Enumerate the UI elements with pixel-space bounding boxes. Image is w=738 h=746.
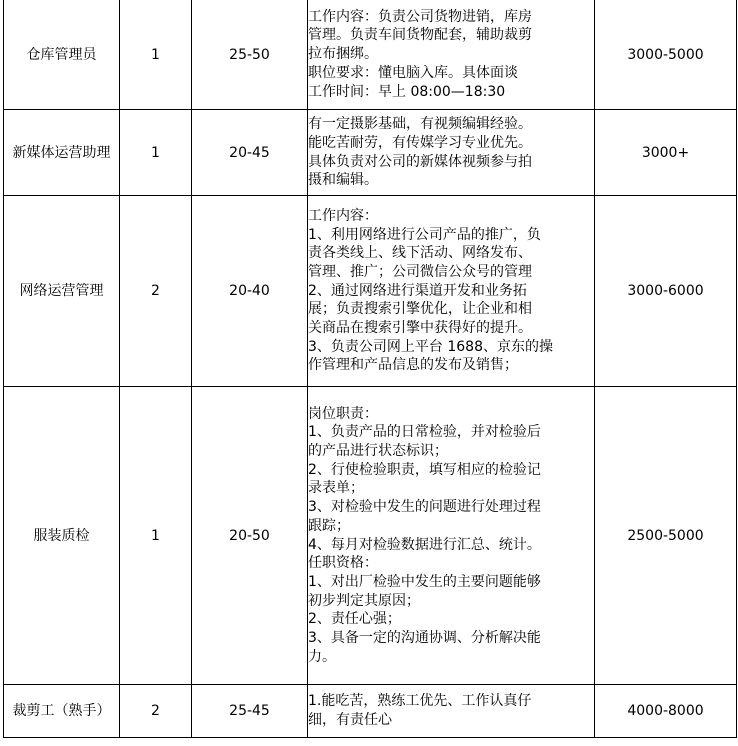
job-table <box>3 0 737 738</box>
description-line: 跟踪； <box>308 517 350 534</box>
description-line: 管理。负责车间货物配套，辅助裁剪 <box>308 27 532 44</box>
job-title: 服装质检 <box>4 387 120 685</box>
description-line: 管理、推广；公司微信公众号的管理 <box>308 263 532 280</box>
description-line: 录表单； <box>308 480 364 497</box>
table-row <box>4 110 737 196</box>
description-line: 具体负责对公司的新媒体视频参与拍 <box>308 153 532 170</box>
job-title: 新媒体运营助理 <box>4 110 120 196</box>
headcount: 1 <box>120 0 192 110</box>
description-line: 细，有责任心 <box>308 712 392 728</box>
age-range: 25-50 <box>192 0 308 110</box>
job-title: 仓库管理员 <box>4 0 120 110</box>
description-line: 1、对出厂检验中发生的主要问题能够 <box>308 573 541 590</box>
salary: 3000+ <box>595 110 737 196</box>
headcount: 1 <box>120 110 192 196</box>
table-row <box>4 685 737 738</box>
headcount: 2 <box>120 196 192 387</box>
description-line: 3、具备一定的沟通协调、分析解决能 <box>308 630 541 647</box>
description-line: 拉布捆绑。 <box>308 46 378 63</box>
job-title: 网络运营管理 <box>4 196 120 387</box>
age-range: 20-50 <box>192 387 308 685</box>
description-line: 初步判定其原因； <box>308 592 420 609</box>
description-line: 责各类线上、线下活动、网络发布、 <box>308 245 532 262</box>
description-line: 3、对检验中发生的问题进行处理过程 <box>308 499 541 516</box>
age-range: 25-45 <box>192 685 308 738</box>
description-line: 工作时间：早上 08:00—18:30 <box>308 83 506 100</box>
description-line: 的产品进行状态标识； <box>308 442 448 459</box>
description-line: 工作内容：负责公司货物进销，库房 <box>308 8 532 25</box>
job-description <box>308 387 595 685</box>
description-line: 1、负责产品的日常检验，并对检验后 <box>308 424 541 441</box>
description-line: 能吃苦耐劳，有传媒学习专业优先。 <box>308 134 532 151</box>
description-line: 力。 <box>308 648 336 665</box>
job-description <box>308 196 595 387</box>
description-line: 任职资格： <box>308 555 378 572</box>
description-line: 1.能吃苦，熟练工优先、工作认真仔 <box>308 693 532 710</box>
table-row <box>4 0 737 110</box>
job-description <box>308 110 595 196</box>
job-description <box>308 685 595 738</box>
description-line: 2、行使检验职责，填写相应的检验记 <box>308 461 541 478</box>
age-range: 20-40 <box>192 196 308 387</box>
description-line: 1、利用网络进行公司产品的推广，负 <box>308 226 541 243</box>
description-line: 展；负责搜索引擎优化，让企业和相 <box>308 301 532 318</box>
headcount: 1 <box>120 387 192 685</box>
description-line: 岗位职责： <box>308 405 378 422</box>
age-range: 20-45 <box>192 110 308 196</box>
salary: 3000-6000 <box>595 196 737 387</box>
salary: 2500-5000 <box>595 387 737 685</box>
description-line: 2、通过网络进行渠道开发和业务拓 <box>308 282 527 299</box>
job-description <box>308 0 595 110</box>
description-line: 摄和编辑。 <box>308 172 378 189</box>
job-title: 裁剪工（熟手） <box>4 685 120 738</box>
description-line: 关商品在搜索引擎中获得好的提升。 <box>308 320 532 337</box>
salary: 3000-5000 <box>595 0 737 110</box>
table-row <box>4 387 737 685</box>
description-line: 工作内容： <box>308 207 378 224</box>
description-line: 职位要求：懂电脑入库。具体面谈 <box>308 64 518 81</box>
description-line: 有一定摄影基础，有视频编辑经验。 <box>308 116 532 133</box>
description-line: 3、负责公司网上平台 1688、京东的操 <box>308 338 553 355</box>
headcount: 2 <box>120 685 192 738</box>
salary: 4000-8000 <box>595 685 737 738</box>
table-row <box>4 196 737 387</box>
description-line: 4、每月对检验数据进行汇总、统计。 <box>308 536 541 553</box>
description-line: 作管理和产品信息的发布及销售； <box>308 357 518 374</box>
description-line: 2、责任心强； <box>308 611 401 628</box>
